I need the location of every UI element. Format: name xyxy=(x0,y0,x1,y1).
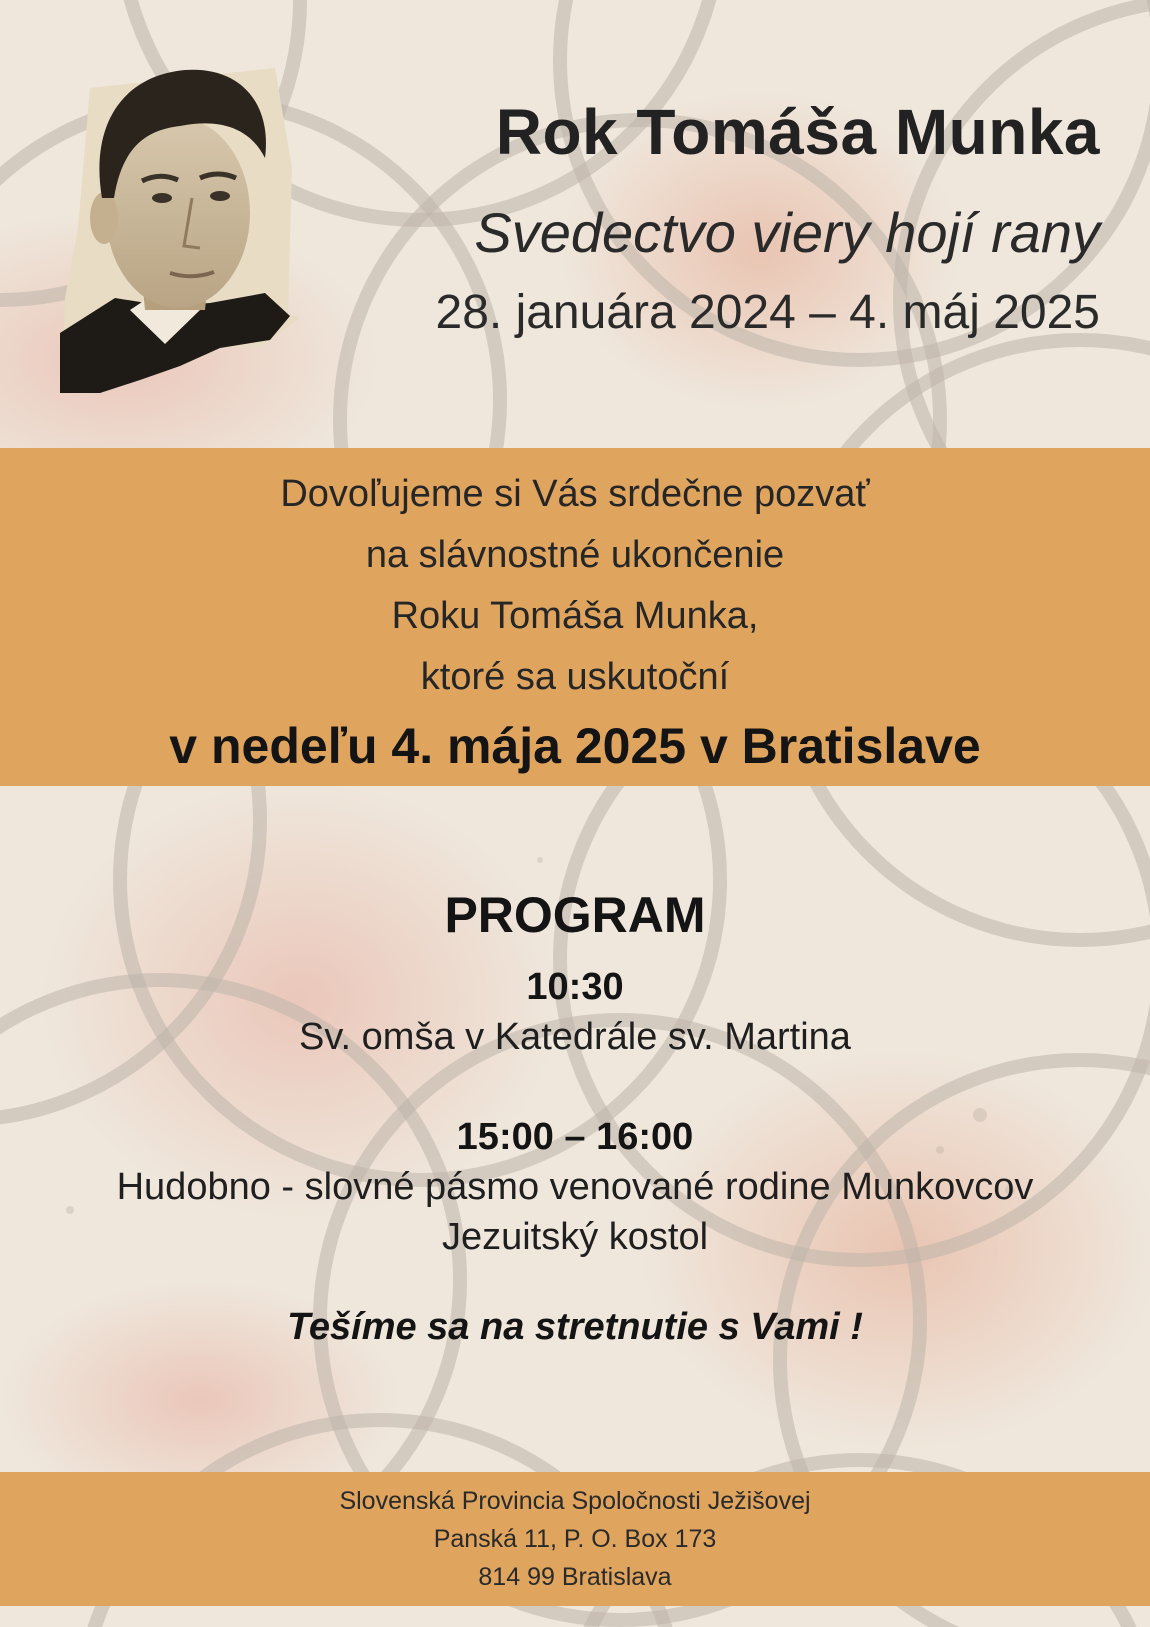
subtitle: Svedectvo viery hojí rany xyxy=(474,201,1100,264)
date-range: 28. januára 2024 – 4. máj 2025 xyxy=(435,286,1100,339)
program-description: Sv. omša v Katedrále sv. Martina xyxy=(299,1016,851,1058)
invitation-line: na slávnostné ukončenie xyxy=(365,534,785,576)
invitation-line: Roku Tomáša Munka, xyxy=(391,595,759,637)
footer-address xyxy=(0,1472,1150,1606)
page-title: Rok Tomáša Munka xyxy=(495,96,1100,168)
city-line: 814 99 Bratislava xyxy=(478,1563,672,1591)
program-location: Jezuitský kostol xyxy=(441,1216,709,1258)
program-item xyxy=(0,962,1150,1062)
invitation-line: Dovoľujeme si Vás srdečne pozvať xyxy=(280,473,870,515)
address-line: Panská 11, P. O. Box 173 xyxy=(433,1525,717,1553)
program-time: 10:30 xyxy=(526,966,624,1008)
program-section xyxy=(0,880,1150,1352)
organization-name: Slovenská Provincia Spoločnosti Ježišovej xyxy=(339,1487,811,1515)
invitation-band xyxy=(0,448,1150,786)
portrait-photo xyxy=(60,48,305,393)
program-item xyxy=(0,1112,1150,1262)
program-description: Hudobno - slovné pásmo venované rodine Munkovcov xyxy=(116,1166,1034,1208)
program-time: 15:00 – 16:00 xyxy=(456,1116,694,1158)
closing-message: Tešíme sa na stretnutie s Vami ! xyxy=(287,1306,863,1348)
invitation-line: ktoré sa uskutoční xyxy=(420,656,730,698)
program-heading: PROGRAM xyxy=(444,887,706,943)
event-date-location: v nedeľu 4. mája 2025 v Bratislave xyxy=(169,718,981,774)
